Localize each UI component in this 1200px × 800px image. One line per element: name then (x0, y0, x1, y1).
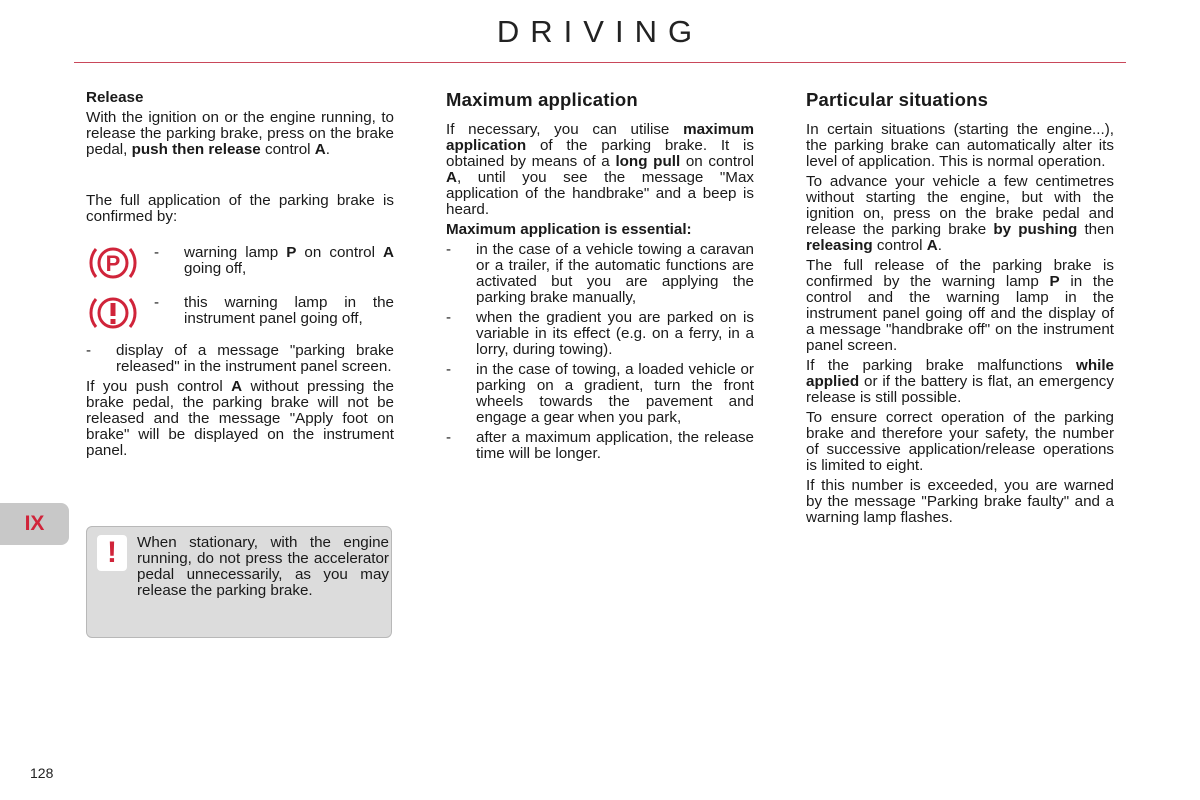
situations-paragraph-3 (806, 258, 1114, 354)
column-particular-situations (806, 90, 1114, 526)
dash-marker: - (446, 309, 452, 326)
dash-marker: - (154, 244, 160, 261)
dash-marker: - (154, 294, 160, 311)
lamp-item-text (154, 295, 394, 327)
dash-marker: - (446, 361, 452, 378)
brake-warning-icon (88, 291, 138, 335)
warning-note-text: When stationary, with the engine running, do not press the accelerator pedal unnecessarily, as you may release the parking brake. (137, 534, 389, 599)
bold-run: long pull (615, 153, 681, 170)
page-title: DRIVING (496, 14, 704, 49)
lamp-item-body: this warning lamp in the instrument panel going off, (184, 294, 394, 327)
text-run: The full release of the parking brake is confirmed by the warning lamp (806, 257, 1114, 290)
situations-paragraph-4 (806, 358, 1114, 406)
warning-icon: ! (97, 535, 127, 571)
list-item (446, 430, 754, 462)
lamp-item-parking (86, 241, 394, 291)
list-item-text: display of a message "parking brake released" in the instrument panel screen. (116, 342, 394, 375)
text-run: control (872, 237, 927, 254)
dash-marker: - (446, 241, 452, 258)
text-run: . (937, 237, 942, 254)
text-run: If necessary, you can utilise (446, 121, 684, 138)
bold-run: maximum application (446, 121, 754, 154)
situations-paragraph-1: In certain situations (starting the engine...), the parking brake can automatically alter its level of application. This is normal operation. (806, 121, 1114, 170)
text-run: going off, (184, 260, 247, 277)
list-item-text: after a maximum application, the release time will be longer. (476, 429, 754, 462)
page-number: 128 (30, 765, 54, 781)
text-run: To advance your vehicle a few centimetres without starting the engine, but with the ignition on, press on the brake pedal and release the parking brake (806, 173, 1114, 238)
bold-run: P (1049, 273, 1060, 290)
lamp-item-text (154, 245, 394, 277)
title-divider (74, 62, 1126, 63)
release-heading: Release (86, 89, 144, 106)
text-run: then (1077, 221, 1115, 238)
dash-marker: - (86, 342, 92, 359)
bold-run: A (446, 169, 457, 186)
list-item-text: when the gradient you are parked on is variable in its effect (e.g. on a ferry, in a lorry, during towing). (476, 309, 754, 358)
situations-paragraph-2 (806, 174, 1114, 254)
bold-run: A (231, 378, 243, 395)
bold-run: A (383, 244, 395, 261)
lamp-item-body (154, 245, 394, 277)
bold-run: by pushing (993, 221, 1078, 238)
column-maximum-application (446, 90, 754, 466)
release-paragraph (86, 110, 394, 158)
list-item (86, 343, 394, 375)
text-run: warning lamp (184, 244, 287, 261)
dash-marker: - (446, 429, 452, 446)
chapter-tab: IX (0, 503, 69, 545)
lamp-item-brake (86, 291, 394, 341)
text-run: If the parking brake malfunctions (806, 357, 1077, 374)
bold-run: P (286, 244, 297, 261)
text-run: With the ignition on or the engine running, to release the parking brake, press on the brake pedal, (86, 109, 394, 158)
push-control-paragraph (86, 379, 394, 459)
particular-situations-heading: Particular situations (806, 89, 989, 110)
text-run: on control (296, 244, 384, 261)
svg-text:P: P (105, 251, 121, 276)
list-item (446, 310, 754, 358)
parking-brake-warning-icon (88, 241, 138, 285)
bold-run: releasing (806, 237, 873, 254)
bold-run: while applied (806, 357, 1114, 390)
text-run: without pressing the brake pedal, the parking brake will not be released and the message "Apply foot on brake" will be displayed on the instrument panel. (86, 378, 394, 459)
maximum-application-paragraph (446, 122, 754, 218)
column-release (86, 90, 394, 459)
situations-paragraph-5: To ensure correct operation of the parking brake and therefore your safety, the number of successive application/release operations is limited to eight. (806, 409, 1114, 474)
warning-note-box (86, 526, 392, 638)
essential-list (446, 242, 754, 462)
maximum-application-heading: Maximum application (446, 89, 638, 110)
list-item-text: in the case of towing, a loaded vehicle or parking on a gradient, turn the front wheels towards the pavement and engage a gear when you park, (476, 361, 754, 426)
list-item-text: in the case of a vehicle towing a caravan or a trailer, if the automatic functions are activated but you are applying the parking brake manually, (476, 241, 754, 306)
text-run: in the control and the warning lamp in the instrument panel going off and the display of a message "handbrake off" on the instrument panel screen. (806, 273, 1114, 354)
text-run: If you push control (86, 378, 232, 395)
bold-run: A (314, 141, 326, 158)
list-item (446, 362, 754, 426)
text-run: or if the battery is flat, an emergency release is still possible. (806, 373, 1114, 406)
list-item (446, 242, 754, 306)
essential-subheading: Maximum application is essential: (446, 221, 692, 238)
bold-run: push then release (131, 141, 261, 158)
message-list (86, 343, 394, 375)
text-run: . (325, 141, 330, 158)
text-run: , until you see the message "Max application of the handbrake" and a beep is heard. (446, 169, 754, 218)
situations-paragraph-6: If this number is exceeded, you are warned by the message "Parking brake faulty" and a warning lamp flashes. (806, 477, 1114, 526)
text-run: control (260, 141, 315, 158)
confirmation-paragraph: The full application of the parking brake is confirmed by: (86, 192, 394, 225)
bold-run: A (926, 237, 938, 254)
text-run: on control (680, 153, 755, 170)
text-run: of the parking brake. It is obtained by means of a (446, 137, 754, 170)
